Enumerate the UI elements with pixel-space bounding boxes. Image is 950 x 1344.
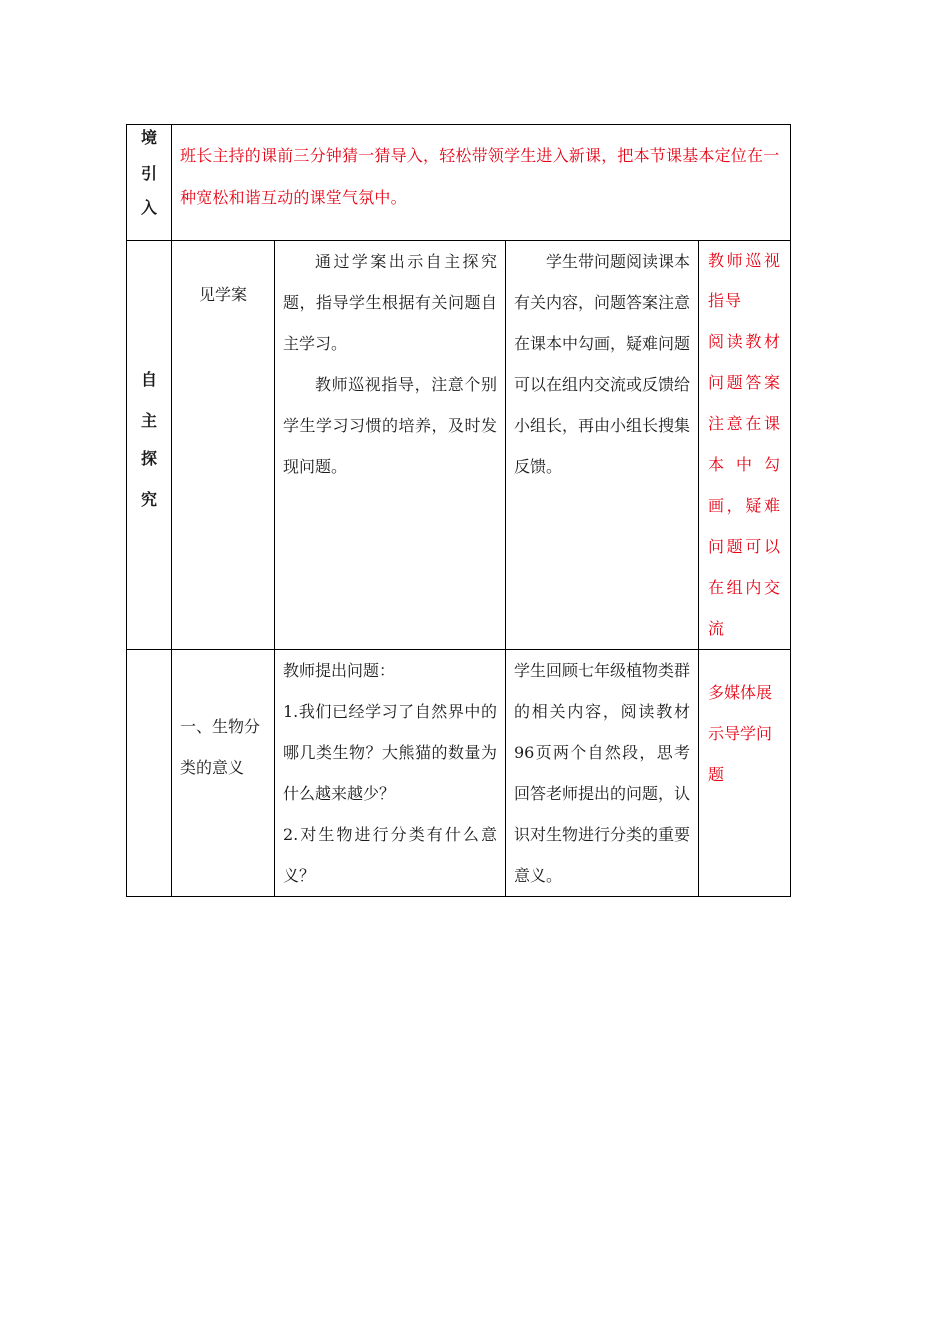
row-meaning	[127, 650, 791, 897]
explore-topic: 见学案	[198, 285, 247, 304]
explore-teacher-p2: 教师巡视指导，注意个别学生学习习惯的培养，及时发现问题。	[283, 375, 497, 476]
explore-student-cell	[506, 241, 699, 650]
meaning-teacher-cell	[275, 650, 506, 897]
stage-char: 究	[140, 490, 157, 509]
stage-cell-intro	[127, 125, 172, 241]
explore-note-line1: 教师巡视指导	[708, 251, 782, 310]
stage-char: 自	[140, 370, 157, 389]
stage-cell-explore	[127, 241, 172, 650]
explore-student-text: 学生带问题阅读课本有关内容，问题答案注意在课本中勾画，疑难问题可以在组内交流或反馈给小组长，再由小组长搜集反馈。	[514, 252, 691, 476]
stage-char: 主	[140, 411, 157, 430]
meaning-topic-cell	[172, 650, 275, 897]
meaning-topic: 一、生物分类的意义	[180, 717, 261, 777]
stage-char: 入	[140, 198, 157, 217]
intro-content-cell	[172, 125, 791, 241]
meaning-teacher-p3: 2.对生物进行分类有什么意义？	[283, 825, 497, 885]
meaning-note-cell	[699, 650, 791, 897]
row-explore	[127, 241, 791, 650]
explore-note-cell	[699, 241, 791, 650]
explore-teacher-cell	[275, 241, 506, 650]
stage-char: 境	[140, 128, 157, 147]
stage-char: 引	[140, 164, 157, 183]
row-intro	[127, 125, 791, 241]
meaning-teacher-p2: 1.我们已经学习了自然界中的哪几类生物？大熊猫的数量为什么越来越少？	[283, 702, 497, 803]
stage-cell-meaning	[127, 650, 172, 897]
explore-teacher-p1: 通过学案出示自主探究题，指导学生根据有关问题自主学习。	[283, 252, 497, 353]
meaning-student-cell	[506, 650, 699, 897]
meaning-teacher-p1: 教师提出问题：	[283, 661, 396, 680]
explore-topic-cell	[172, 241, 275, 650]
lesson-plan-table	[126, 124, 791, 897]
meaning-note-text: 多媒体展示导学问题	[708, 683, 773, 784]
explore-note-line2: 阅读教材问题答案注意在课本中勾画，疑难问题可以在组内交流	[708, 332, 782, 638]
stage-char: 探	[140, 449, 157, 468]
intro-content-text: 班长主持的课前三分钟猜一猜导入，轻松带领学生进入新课，把本节课基本定位在一种宽松和谐互动的课堂气氛中。	[180, 146, 780, 207]
meaning-student-text: 学生回顾七年级植物类群的相关内容，阅读教材96页两个自然段，思考回答老师提出的问题，认识对生物进行分类的重要意义。	[514, 661, 691, 885]
